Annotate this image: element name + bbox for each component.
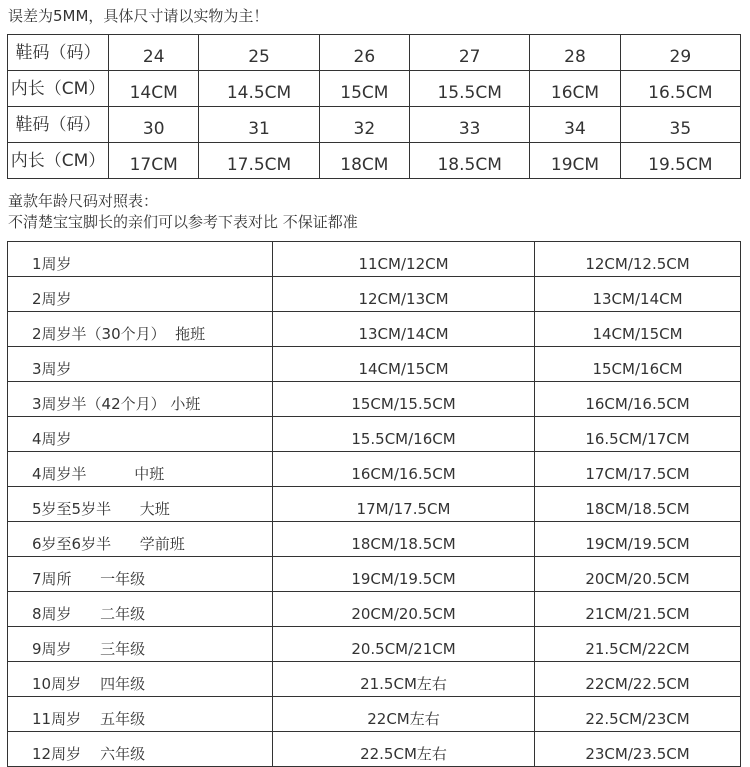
shoe-size-table <box>7 34 741 179</box>
size-cell: 17.5CM <box>199 143 319 179</box>
size-cell: 26 <box>319 35 409 71</box>
age-table-row <box>8 557 741 592</box>
size-row-label: 内长（CM） <box>8 143 109 179</box>
age-cell: 3周岁 <box>8 347 273 382</box>
foot-length-range-cell: 16.5CM/17CM <box>535 417 741 452</box>
foot-length-range-cell: 16CM/16.5CM <box>535 382 741 417</box>
foot-length-range-cell: 14CM/15CM <box>535 312 741 347</box>
age-cell: 7周所 一年级 <box>8 557 273 592</box>
size-cell: 30 <box>109 107 199 143</box>
age-table-subtitle: 不清楚宝宝脚长的亲们可以参考下表对比 不保证都准 <box>8 213 358 231</box>
size-table-row <box>8 143 741 179</box>
foot-length-range-cell: 12CM/12.5CM <box>535 242 741 277</box>
age-table-row <box>8 592 741 627</box>
foot-length-range-cell: 14CM/15CM <box>273 347 535 382</box>
size-cell: 25 <box>199 35 319 71</box>
size-cell: 16.5CM <box>620 71 740 107</box>
foot-length-range-cell: 22CM/22.5CM <box>535 662 741 697</box>
age-table-row <box>8 452 741 487</box>
foot-length-range-cell: 19CM/19.5CM <box>273 557 535 592</box>
size-cell: 27 <box>410 35 530 71</box>
age-cell: 4周岁 <box>8 417 273 452</box>
tolerance-note: 误差为5MM，具体尺寸请以实物为主！ <box>8 7 269 25</box>
size-row-label: 鞋码（码） <box>8 107 109 143</box>
foot-length-range-cell: 20.5CM/21CM <box>273 627 535 662</box>
size-cell: 32 <box>319 107 409 143</box>
size-cell: 34 <box>530 107 620 143</box>
age-table-row <box>8 347 741 382</box>
age-cell: 3周岁半（42个月） 小班 <box>8 382 273 417</box>
age-cell: 8周岁 二年级 <box>8 592 273 627</box>
age-table-title: 童款年龄尺码对照表： <box>8 192 159 210</box>
age-table-row <box>8 627 741 662</box>
age-cell: 12周岁 六年级 <box>8 732 273 767</box>
size-cell: 29 <box>620 35 740 71</box>
size-cell: 24 <box>109 35 199 71</box>
foot-length-range-cell: 19CM/19.5CM <box>535 522 741 557</box>
size-cell: 15CM <box>319 71 409 107</box>
size-cell: 19.5CM <box>620 143 740 179</box>
foot-length-range-cell: 11CM/12CM <box>273 242 535 277</box>
age-cell: 10周岁 四年级 <box>8 662 273 697</box>
foot-length-range-cell: 23CM/23.5CM <box>535 732 741 767</box>
age-table-row <box>8 522 741 557</box>
foot-length-range-cell: 12CM/13CM <box>273 277 535 312</box>
foot-length-range-cell: 18CM/18.5CM <box>535 487 741 522</box>
foot-length-range-cell: 16CM/16.5CM <box>273 452 535 487</box>
size-cell: 33 <box>410 107 530 143</box>
size-cell: 14.5CM <box>199 71 319 107</box>
size-row-label: 内长（CM） <box>8 71 109 107</box>
size-cell: 14CM <box>109 71 199 107</box>
size-cell: 16CM <box>530 71 620 107</box>
foot-length-range-cell: 15.5CM/16CM <box>273 417 535 452</box>
size-cell: 18CM <box>319 143 409 179</box>
age-cell: 9周岁 三年级 <box>8 627 273 662</box>
age-table-row <box>8 487 741 522</box>
age-size-table <box>7 241 741 767</box>
size-table-row <box>8 35 741 71</box>
foot-length-range-cell: 21.5CM左右 <box>273 662 535 697</box>
foot-length-range-cell: 13CM/14CM <box>535 277 741 312</box>
foot-length-range-cell: 22CM左右 <box>273 697 535 732</box>
size-cell: 17CM <box>109 143 199 179</box>
foot-length-range-cell: 21.5CM/22CM <box>535 627 741 662</box>
age-cell: 4周岁半 中班 <box>8 452 273 487</box>
foot-length-range-cell: 20CM/20.5CM <box>535 557 741 592</box>
foot-length-range-cell: 22.5CM左右 <box>273 732 535 767</box>
age-table-row <box>8 382 741 417</box>
foot-length-range-cell: 15CM/15.5CM <box>273 382 535 417</box>
age-cell: 5岁至5岁半 大班 <box>8 487 273 522</box>
foot-length-range-cell: 22.5CM/23CM <box>535 697 741 732</box>
age-table-row <box>8 697 741 732</box>
age-cell: 2周岁 <box>8 277 273 312</box>
size-cell: 19CM <box>530 143 620 179</box>
size-table-row <box>8 71 741 107</box>
age-table-row <box>8 662 741 697</box>
age-table-row <box>8 242 741 277</box>
foot-length-range-cell: 17CM/17.5CM <box>535 452 741 487</box>
foot-length-range-cell: 18CM/18.5CM <box>273 522 535 557</box>
foot-length-range-cell: 20CM/20.5CM <box>273 592 535 627</box>
foot-length-range-cell: 21CM/21.5CM <box>535 592 741 627</box>
foot-length-range-cell: 17M/17.5CM <box>273 487 535 522</box>
size-row-label: 鞋码（码） <box>8 35 109 71</box>
age-table-row <box>8 312 741 347</box>
foot-length-range-cell: 15CM/16CM <box>535 347 741 382</box>
size-cell: 31 <box>199 107 319 143</box>
size-cell: 18.5CM <box>410 143 530 179</box>
size-cell: 15.5CM <box>410 71 530 107</box>
age-table-row <box>8 732 741 767</box>
size-cell: 28 <box>530 35 620 71</box>
size-cell: 35 <box>620 107 740 143</box>
foot-length-range-cell: 13CM/14CM <box>273 312 535 347</box>
age-cell: 1周岁 <box>8 242 273 277</box>
age-cell: 2周岁半（30个月） 拖班 <box>8 312 273 347</box>
age-cell: 11周岁 五年级 <box>8 697 273 732</box>
age-table-row <box>8 277 741 312</box>
age-cell: 6岁至6岁半 学前班 <box>8 522 273 557</box>
size-table-row <box>8 107 741 143</box>
age-table-row <box>8 417 741 452</box>
